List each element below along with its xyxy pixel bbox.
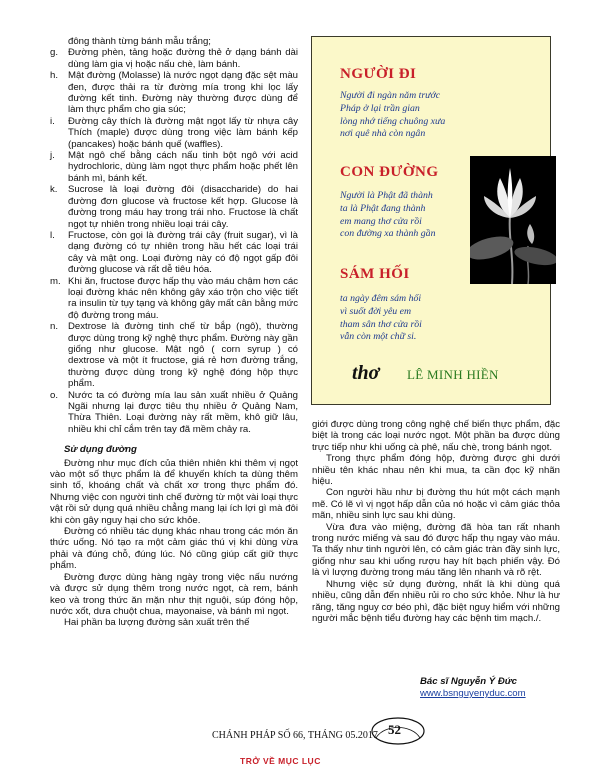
signoff [420,676,550,700]
poem-line: tham sân thơ cửa rồi [340,318,422,330]
body-paragraph: Con người hầu như bị đường thu hút một cách mạnh mẽ. Có lẽ vì vị ngọt hấp dẫn của nó hoặc vì cảm giác thỏa mãn, nhiều sinh lực sau khi dùng. [312,487,560,522]
list-item-text: Fructose, còn gọi là đường trái cây (fruit sugar), vì là dạng đường có tự nhiên trong hầu hết các loại trái cây và mật ong. Loại đường này có độ ngọt gấp đôi đường glucose và rất dễ tiêu hóa. [68,229,298,276]
poem-line: nơi quê nhà còn ngân [340,128,426,140]
signoff-url[interactable]: www.bsnguyenyduc.com [420,688,526,699]
list-item-text: Đường phèn, tảng hoặc đường thẻ ở dạng bánh dài dùng làm gia vị hoặc nấu chè, làm bánh. [68,47,298,70]
publication-footer: CHÁNH PHÁP SỐ 66, THÁNG 05.2017 [212,730,378,741]
list-item [50,390,298,436]
poem-lines [340,90,445,141]
list-item-label: m. [50,275,61,287]
list-item [50,150,298,184]
poem-line: ta ngày đêm sám hối [340,293,422,304]
list-item-label: n. [50,321,59,333]
list-item-text: Nước ta có đường mía lau sản xuất nhiều ở Quảng Ngãi nhưng lại được tiêu thụ nhiều ở Quảng Nam, Thừa Thiên. Loại đường này rất mềm, khô giữ lâu, nhiều khi chỉ cắm trên tay đã mềm chảy ra. [68,389,298,435]
list-item-text: Mật ngô chế bằng cách nấu tinh bột ngô với acid hydrochloric, dùng làm ngọt thực phẩm hoặc phết lên bánh mì, bánh kết. [68,150,298,184]
poem-title: CON ĐƯỜNG [340,164,439,180]
list-item-text: Sucrose là loại đường đôi (disaccharide) do hai đường đơn glucose và fructose kết hợp. Glucose là đường trong máu hay trong trái nho. Fructose là chất ngọt tự nhiên trong nhiều loại trái cây. [68,184,298,230]
body-paragraph: Hai phần ba lượng đường sản xuất trên thế [64,617,250,629]
list-item [50,47,298,70]
poem-lines [340,293,422,344]
list-item-text: Đường cây thích là đường mật ngọt lấy từ nhựa cây Thích (maple) được dùng trong việc làm bánh kếp (pancakes) hoặc bánh quế (waffles). [68,115,298,150]
list-item-label: j. [50,150,55,162]
body-paragraph: Đường như mục đích của thiên nhiên khi thêm vị ngọt vào một số thực phẩm là để khuyến khích ta dùng thêm sinh tố, khoáng chất và chất xơ trong thực phẩm đó. Nhưng việc con người tinh chế đường từ một vài loại thực vật rồi sử dụng quá nhiều chẳng mang lại ích lợi gì mà đôi khi còn gây nguy hại cho sức khỏe. [50,457,298,526]
list-item [50,184,298,230]
list-item-label: k. [50,184,58,196]
poem-title: NGƯỜI ĐI [340,66,417,82]
lotus-image [470,156,556,284]
right-column [312,419,560,624]
body-paragraph: Đường được dùng hàng ngày trong việc nấu nướng và được sử dụng thêm trong nước ngọt, cà rem, bánh keo và trong thức ăn mặn như thịt nguội, súp đóng hộp, nước xốt, dưa chuột chua, mayonaise, và bánh mì ngọt. [50,571,298,617]
list-item-text: Dextrose là đường tinh chế từ bắp (ngô), thường được dùng trong kỹ nghệ thực phẩm. Đường này gần giống như glucose. Mật ngô ( corn syrup ) có dextrose và một ít fructose, giá rẻ hơn đường trắng, thường được dùng trong kỹ nghệ đóng hộp thực phẩm. [68,321,298,390]
list-item-label: o. [50,389,59,401]
list-item-label: h. [50,70,59,82]
body-paragraph: giới được dùng trong công nghệ chế biến thực phẩm, đặc biệt là trong các loại nước ngọt. Một phần ba được dùng trực tiếp như khi uống cà phê, nấu chè, trong bánh ngọt. [312,419,560,453]
poem-line: Người là Phật đã thành [340,190,433,201]
list-item [50,70,298,116]
page-number: 52 [388,722,401,737]
body-paragraph: Vừa đưa vào miệng, đường đã hòa tan rất nhanh trong nước miếng và sau đó được hấp thụ ngay vào máu. Ta thấy như tinh người lên, có cảm giác tràn đầy sinh lực, giống như sau khi uống rượu hay hít bạch phiến vậy. Đó là vì lượng đường trong máu tăng lên nhanh và rõ rệt. [312,521,560,579]
list-item [50,276,298,322]
poem-author: LÊ MINH HIỀN [407,367,499,382]
back-to-contents-link[interactable]: TRỞ VỀ MỤC LỤC [240,756,321,766]
list-item-label: g. [50,47,59,59]
list-item [50,36,298,47]
poem-line: con đường xa thành gần [340,228,436,240]
poem-line: Pháp ở lại trần gian [340,102,420,114]
list-item-label: l. [50,229,55,241]
list-item [50,116,298,150]
poem-line: vẫn còn một chữ si. [340,331,417,343]
list-item-text: đông thành từng bánh mẫu trắng; [68,36,211,47]
lotus-flower-icon [470,156,556,284]
poem-line: em mang thơ cửa rồi [340,215,422,227]
section-title: Sử dụng đường [64,444,137,456]
poem-line: lòng nhớ tiếng chuông xưa [340,115,446,127]
list-item-text: Mật đường (Molasse) là nước ngọt dạng đặc sệt màu đen, được thải ra từ đường mía trong khi lọc lấy đường kết tinh. Đường này thường được dùng để làm thực phẩm cho gia súc; [68,70,298,116]
tho-signature: thơ [352,362,380,384]
poem-line: Người đi ngàn năm trước [340,90,441,101]
signoff-name: Bác sĩ Nguyễn Ý Đức [420,676,517,687]
poem-line: ta là Phật đang thành [340,202,426,214]
poem-line: vì suốt đời yêu em [340,305,412,317]
body-paragraph: Nhưng việc sử dụng đường, nhất là khi dùng quá nhiều, cũng dẫn đến nhiều rủi ro cho sức khỏe. Như là hư răng, tăng nguy cơ béo phì, đặc biệt nguy hiểm với những người mắc bệnh tiểu đường hay các bệnh tim mạch./. [312,578,560,624]
list-item-label: i. [50,115,55,127]
poem-title: SÁM HỐI [340,266,410,282]
poem-lines [340,190,435,241]
list-item-text: Khi ăn, fructose được hấp thụ vào máu chậm hơn các loại đường khác nên không gây xáo trộn cho việc tiết ra insulin từ tụy tạng và không gây mất cân bằng mức độ đường trong máu. [68,275,298,321]
body-paragraph: Đường có nhiều tác dụng khác nhau trong các món ăn thức uống. Nó tạo ra một cảm giác thú vị khi dùng vừa phải và đúng chỗ, đúng lúc. Nó cũng giúp cất giữ thực phẩm. [50,526,298,572]
left-column [50,36,298,629]
body-paragraph: Trong thực phẩm đóng hộp, đường được ghi dưới nhiều tên khác nhau nên khi mua, ta cần đọc kỹ nhãn hiệu. [312,453,560,488]
list-item [50,321,298,389]
list-item [50,230,298,276]
